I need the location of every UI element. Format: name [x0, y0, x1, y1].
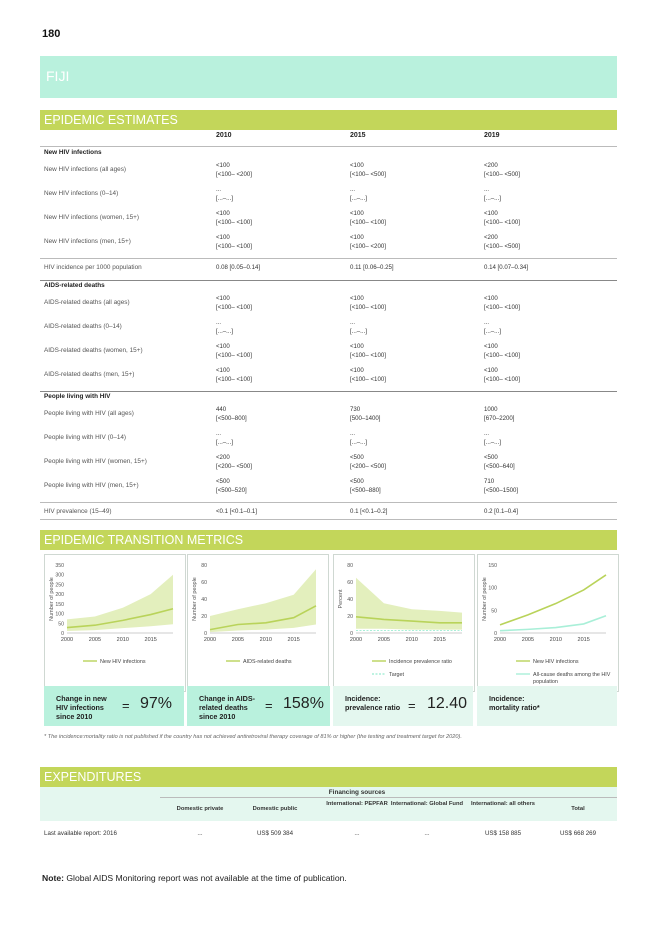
- range-2015: [<100– <100]: [350, 376, 386, 383]
- chart-incidence-prevalence: [333, 554, 475, 692]
- series-line: [500, 616, 606, 631]
- range-2015: [500–1400]: [350, 415, 381, 422]
- equals-sign: =: [408, 698, 416, 713]
- y-tick-label: 20: [201, 614, 207, 620]
- y-tick-label: 0: [350, 631, 353, 637]
- y-tick-label: 50: [58, 621, 64, 628]
- value-2015: <100: [350, 210, 364, 217]
- expenditures-header: EXPENDITURES: [40, 767, 617, 787]
- metric-label: Incidence: mortality ratio*: [489, 694, 540, 712]
- value-2019: <500: [484, 454, 498, 461]
- x-tick-label: 2015: [144, 637, 157, 643]
- equals-sign: =: [122, 698, 130, 713]
- value-2010: <200: [216, 454, 230, 461]
- chart-new-infections: [44, 554, 186, 692]
- value-2015: <100: [350, 162, 364, 169]
- value-2010: <500: [216, 478, 230, 485]
- value-2015: <100: [350, 295, 364, 302]
- value-2019: <200: [484, 234, 498, 241]
- range-2010: [<100– <100]: [216, 352, 252, 359]
- note-label: Note:: [42, 873, 64, 883]
- y-tick-label: 40: [201, 597, 207, 603]
- confidence-band: [67, 575, 173, 631]
- range-2010: [<100– <200]: [216, 171, 252, 178]
- y-tick-label: 100: [55, 611, 64, 618]
- range-2019: [<100– <100]: [484, 219, 520, 226]
- row-label: AIDS-related deaths (0–14): [44, 323, 122, 330]
- range-2019: [...–...]: [484, 195, 501, 202]
- metric-box: [187, 686, 330, 726]
- value-2015: ...: [350, 430, 356, 437]
- y-axis-title: Number of people: [49, 577, 55, 621]
- value-2019: <100: [484, 343, 498, 350]
- value-2015: 0.11 [0.06–0.25]: [350, 264, 394, 271]
- range-2010: [<100– <100]: [216, 376, 252, 383]
- value-2015: <100: [350, 234, 364, 241]
- divider: [40, 502, 617, 503]
- value-2019: ...: [484, 319, 490, 326]
- range-2019: [<100– <100]: [484, 304, 520, 311]
- expenditure-value: US$ 509 384: [256, 830, 294, 837]
- divider: [40, 519, 617, 520]
- value-2015: 730: [350, 406, 361, 413]
- value-2015: ...: [350, 319, 356, 326]
- x-tick-label: 2005: [377, 637, 391, 643]
- row-label: AIDS-related deaths (women, 15+): [44, 347, 143, 354]
- y-tick-label: 350: [55, 563, 64, 569]
- y-tick-label: 100: [488, 585, 497, 592]
- range-2015: [<100– <100]: [350, 352, 386, 359]
- range-2019: [<100– <100]: [484, 376, 520, 383]
- x-tick-label: 2000: [349, 637, 363, 643]
- year-2010: 2010: [216, 132, 232, 139]
- y-tick-label: 50: [491, 608, 497, 615]
- y-tick-label: 0: [204, 631, 207, 637]
- range-2019: [<100– <100]: [484, 352, 520, 359]
- group-label: People living with HIV: [44, 393, 111, 400]
- row-label: AIDS-related deaths (all ages): [44, 299, 130, 306]
- legend-label: Target: [389, 672, 404, 678]
- chart-incidence-mortality: [477, 554, 619, 692]
- value-2019: <200: [484, 162, 498, 169]
- value-2010: <100: [216, 343, 230, 350]
- row-label: HIV prevalence (15–49): [44, 508, 112, 515]
- divider: [40, 280, 617, 281]
- country-banner: [40, 56, 617, 98]
- value-2019: 710: [484, 478, 495, 485]
- range-2010: [<100– <100]: [216, 243, 252, 250]
- range-2019: [<100– <500]: [484, 171, 520, 178]
- x-tick-label: 2005: [88, 637, 102, 643]
- y-tick-label: 150: [55, 601, 64, 608]
- expenditure-value: ...: [424, 830, 430, 837]
- metric-value: 97%: [140, 695, 173, 712]
- legend-label: All-cause deaths among the HIV: [533, 672, 611, 678]
- legend-label: New HIV infections: [100, 659, 146, 665]
- value-2015: ...: [350, 186, 356, 193]
- value-2010: ...: [216, 186, 222, 193]
- value-2019: <100: [484, 367, 498, 374]
- range-2015: [...–...]: [350, 328, 367, 335]
- value-2010: <100: [216, 162, 230, 169]
- expenditure-value: US$ 668 269: [559, 830, 597, 837]
- metric-label: Change in AIDS-related deaths since 2010: [199, 694, 256, 721]
- y-tick-label: 0: [61, 631, 64, 637]
- range-2015: [<100– <100]: [350, 304, 386, 311]
- confidence-band: [356, 578, 462, 630]
- row-label: New HIV infections (women, 15+): [44, 214, 140, 221]
- y-tick-label: 300: [55, 572, 64, 579]
- y-tick-label: 60: [201, 580, 207, 586]
- y-axis-title: Number of people: [192, 577, 198, 621]
- y-tick-label: 80: [201, 563, 207, 569]
- row-label: New HIV infections (all ages): [44, 166, 127, 173]
- x-tick-label: 2010: [405, 637, 418, 643]
- range-2019: [670–2200]: [484, 415, 515, 422]
- value-2019: <100: [484, 210, 498, 217]
- group-label: AIDS-related deaths: [44, 282, 105, 289]
- x-tick-label: 2005: [521, 637, 535, 643]
- range-2010: [<200– <500]: [216, 463, 252, 470]
- row-label: People living with HIV (women, 15+): [44, 458, 147, 465]
- metric-box: [477, 686, 617, 726]
- value-2010: <100: [216, 234, 230, 241]
- range-2010: [...–...]: [216, 439, 233, 446]
- x-tick-label: 2015: [433, 637, 446, 643]
- value-2019: <100: [484, 295, 498, 302]
- row-label: People living with HIV (men, 15+): [44, 482, 139, 489]
- legend-label: Incidence prevalence ratio: [389, 659, 452, 665]
- metric-box: [333, 686, 473, 726]
- equals-sign: =: [265, 698, 273, 713]
- page-number: 180: [42, 28, 61, 40]
- range-2019: [...–...]: [484, 439, 501, 446]
- value-2010: 0.08 [0.05–0.14]: [216, 264, 261, 271]
- metric-value: 12.40: [427, 695, 468, 712]
- financing-sources: Financing sources: [328, 789, 386, 796]
- range-2010: [...–...]: [216, 195, 233, 202]
- legend-label: AIDS-related deaths: [243, 659, 292, 665]
- range-2015: [...–...]: [350, 439, 367, 446]
- value-2010: ...: [216, 430, 222, 437]
- range-2015: [...–...]: [350, 195, 367, 202]
- year-2019: 2019: [484, 132, 500, 139]
- expenditure-value: ...: [197, 830, 203, 837]
- expenditure-value: ...: [354, 830, 360, 837]
- value-2010: <100: [216, 367, 230, 374]
- expenditure-row-label: Last available report: 2016: [44, 830, 117, 837]
- value-2019: ...: [484, 186, 490, 193]
- epidemic-estimates-header: EPIDEMIC ESTIMATES: [40, 110, 617, 130]
- y-tick-label: 20: [347, 614, 353, 620]
- row-label: New HIV infections (0–14): [44, 190, 119, 197]
- country-name: FIJI: [46, 68, 70, 84]
- value-2010: 440: [216, 406, 227, 413]
- row-label: AIDS-related deaths (men, 15+): [44, 371, 135, 378]
- x-tick-label: 2015: [287, 637, 300, 643]
- footnote: * The incidence:mortality ratio is not published if the country has not achieved antiretroviral therapy coverage of 81% or higher (the testing and treatment target for 2020).: [44, 734, 462, 740]
- y-tick-label: 250: [55, 582, 64, 589]
- metric-label: Incidence: prevalence ratio: [345, 694, 401, 712]
- divider: [40, 391, 617, 392]
- value-2010: <100: [216, 210, 230, 217]
- y-tick-label: 200: [55, 592, 64, 599]
- y-tick-label: 0: [494, 631, 497, 637]
- range-2010: [<100– <100]: [216, 304, 252, 311]
- value-2019: 0.2 [0.1–0.4]: [484, 508, 518, 515]
- divider: [40, 258, 617, 259]
- x-tick-label: 2005: [231, 637, 245, 643]
- y-axis-title: Percent: [338, 589, 344, 609]
- row-label: HIV incidence per 1000 population: [44, 264, 142, 271]
- row-label: People living with HIV (0–14): [44, 434, 127, 441]
- value-2019: 0.14 [0.07–0.34]: [484, 264, 529, 271]
- value-2015: 0.1 [<0.1–0.2]: [350, 508, 388, 515]
- y-tick-label: 150: [488, 563, 497, 569]
- range-2019: [...–...]: [484, 328, 501, 335]
- x-tick-label: 2000: [203, 637, 217, 643]
- value-2019: ...: [484, 430, 490, 437]
- range-2010: [<100– <100]: [216, 219, 252, 226]
- metric-label: Change in new HIV infections since 2010: [56, 694, 107, 721]
- x-tick-label: 2010: [259, 637, 272, 643]
- range-2015: [<100– <200]: [350, 243, 386, 250]
- y-tick-label: 40: [347, 597, 353, 603]
- range-2019: [<500–1500]: [484, 487, 519, 494]
- value-2015: <100: [350, 367, 364, 374]
- y-tick-label: 80: [347, 563, 353, 569]
- value-2015: <500: [350, 478, 364, 485]
- chart-aids-deaths: [187, 554, 329, 692]
- expenditure-column-header: Domestic private: [176, 806, 224, 812]
- value-2010: <0.1 [<0.1–0.1]: [216, 508, 257, 515]
- year-2015: 2015: [350, 132, 366, 139]
- metric-box: [44, 686, 184, 726]
- row-label: New HIV infections (men, 15+): [44, 238, 131, 245]
- range-2010: [...–...]: [216, 328, 233, 335]
- range-2010: [<500–520]: [216, 487, 247, 494]
- range-2019: [<100– <500]: [484, 243, 520, 250]
- expenditure-column-header: Total: [571, 806, 585, 812]
- metric-value: 158%: [283, 695, 324, 712]
- x-tick-label: 2000: [60, 637, 74, 643]
- x-tick-label: 2015: [577, 637, 590, 643]
- expenditure-column-header: International: all others: [470, 801, 536, 807]
- legend-label: New HIV infections: [533, 659, 579, 665]
- x-tick-label: 2010: [116, 637, 129, 643]
- row-label: People living with HIV (all ages): [44, 410, 134, 417]
- value-2010: ...: [216, 319, 222, 326]
- value-2015: <100: [350, 343, 364, 350]
- value-2010: <100: [216, 295, 230, 302]
- group-label: New HIV infections: [44, 149, 102, 156]
- value-2015: <500: [350, 454, 364, 461]
- series-line: [500, 575, 606, 625]
- legend-label: population: [533, 679, 558, 685]
- expenditure-column-header: Domestic public: [252, 806, 298, 812]
- divider: [160, 797, 617, 798]
- range-2015: [<200– <500]: [350, 463, 386, 470]
- publication-note: [42, 873, 347, 883]
- range-2019: [<500–640]: [484, 463, 515, 470]
- expenditure-column-header: International: PEPFAR: [326, 801, 388, 807]
- range-2015: [<500–880]: [350, 487, 381, 494]
- divider: [40, 146, 617, 147]
- range-2015: [<100– <500]: [350, 171, 386, 178]
- range-2015: [<100– <100]: [350, 219, 386, 226]
- transition-metrics-header: EPIDEMIC TRANSITION METRICS: [40, 530, 617, 550]
- note-text: Global AIDS Monitoring report was not available at the time of publication.: [63, 873, 347, 883]
- y-axis-title: Number of people: [482, 577, 488, 621]
- y-tick-label: 60: [347, 580, 353, 586]
- value-2019: 1000: [484, 406, 498, 413]
- x-tick-label: 2000: [493, 637, 507, 643]
- x-tick-label: 2010: [549, 637, 562, 643]
- expenditure-column-header: International: Global Fund: [390, 801, 464, 807]
- expenditure-value: US$ 158 885: [484, 830, 522, 837]
- range-2010: [<500–800]: [216, 415, 247, 422]
